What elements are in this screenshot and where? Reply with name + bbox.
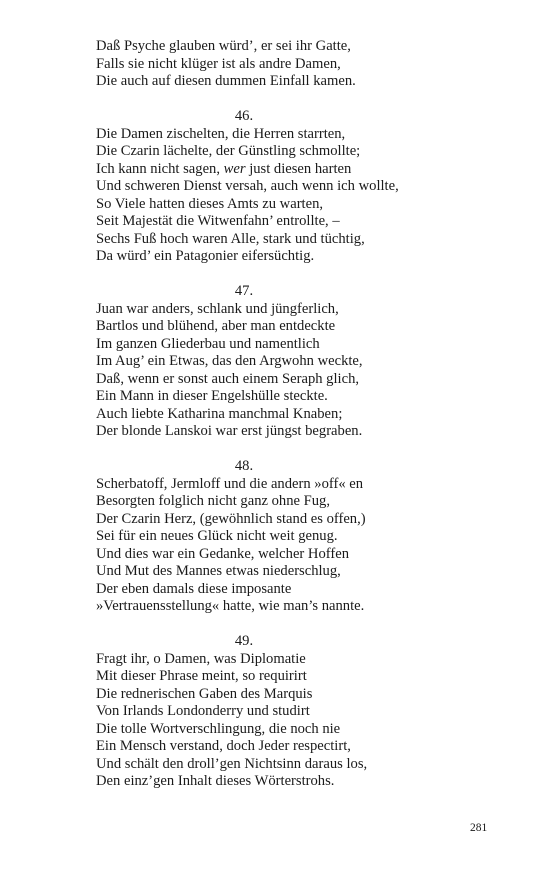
verse-line: Den einz’gen Inhalt dieses Wörterstrohs. xyxy=(96,773,335,789)
stanza-number: 46. xyxy=(234,108,254,124)
verse-line-with-emphasis xyxy=(96,161,516,179)
verse-line: Der Czarin Herz, (gewöhnlich stand es offen,) xyxy=(96,510,366,527)
verse-line: Im ganzen Gliederbau und namentlich xyxy=(96,335,320,352)
verse-line: Fragt ihr, o Damen, was Diplomatie xyxy=(96,650,306,667)
verse-line: Juan war anders, schlank und jüngferlich, xyxy=(96,300,339,317)
stanza-number: 49. xyxy=(234,633,254,649)
verse-line: So Viele hatten dieses Amts zu warten, xyxy=(96,195,324,212)
verse-line: »Vertrauensstellung« hatte, wie man’s nannte. xyxy=(96,598,365,614)
stanza-number: 47. xyxy=(234,283,254,299)
verse-line: Sei für ein neues Glück nicht weit genug. xyxy=(96,528,338,544)
line-text-before: Ich kann nicht sagen, xyxy=(96,160,224,177)
verse-line: Die tolle Wortverschlingung, die noch nie xyxy=(96,720,341,737)
line-text-after: just diesen harten xyxy=(245,160,352,177)
verse-line: Die rednerischen Gaben des Marquis xyxy=(96,685,313,702)
verse-line: Im Aug’ ein Etwas, das den Argwohn weckte, xyxy=(96,353,363,369)
verse-line: Der blonde Lanskoi war erst jüngst begraben. xyxy=(96,423,363,439)
verse-line: Daß, wenn er sonst auch einem Seraph glich, xyxy=(96,370,360,387)
stanza-46 xyxy=(96,108,516,266)
poem-text xyxy=(96,38,516,791)
verse-line: Und dies war ein Gedanke, welcher Hoffen xyxy=(96,545,349,562)
stanza-48 xyxy=(96,458,516,616)
verse-line: Und Mut des Mannes etwas niederschlug, xyxy=(96,563,341,579)
verse-line: Die Damen zischelten, die Herren starrten, xyxy=(96,125,346,142)
stanza-fragment xyxy=(96,38,516,91)
stanza-49 xyxy=(96,633,516,791)
verse-line: Auch liebte Katharina manchmal Knaben; xyxy=(96,405,343,422)
page-number: 281 xyxy=(470,822,488,834)
verse-line: Ein Mann in dieser Engelshülle steckte. xyxy=(96,388,328,404)
verse-line: Da würd’ ein Patagonier eifersüchtig. xyxy=(96,248,315,264)
verse-line: Scherbatoff, Jermloff und die andern »off« en xyxy=(96,475,364,492)
verse-line: Und schweren Dienst versah, auch wenn ich wollte, xyxy=(96,178,399,194)
verse-line: Daß Psyche glauben würd’, er sei ihr Gatte, xyxy=(96,38,351,54)
verse-line: Falls sie nicht klüger ist als andre Damen, xyxy=(96,55,341,72)
verse-line: Mit dieser Phrase meint, so requirirt xyxy=(96,668,307,684)
verse-line: Ein Mensch verstand, doch Jeder respectirt, xyxy=(96,738,351,754)
verse-line: Die auch auf diesen dummen Einfall kamen. xyxy=(96,73,356,89)
stanza-number: 48. xyxy=(234,458,254,474)
verse-line: Der eben damals diese imposante xyxy=(96,580,292,597)
verse-line: Und schält den droll’gen Nichtsinn daraus los, xyxy=(96,755,368,772)
emphasized-word: wer xyxy=(223,160,246,177)
verse-line: Sechs Fuß hoch waren Alle, stark und tüchtig, xyxy=(96,230,365,247)
verse-line: Seit Majestät die Witwenfahn’ entrollte, – xyxy=(96,213,340,229)
stanza-47 xyxy=(96,283,516,441)
verse-line: Die Czarin lächelte, der Günstling schmollte; xyxy=(96,143,361,159)
verse-line: Bartlos und blühend, aber man entdeckte xyxy=(96,318,336,334)
verse-line: Besorgten folglich nicht ganz ohne Fug, xyxy=(96,493,330,509)
verse-line: Von Irlands Londonderry und studirt xyxy=(96,703,310,719)
